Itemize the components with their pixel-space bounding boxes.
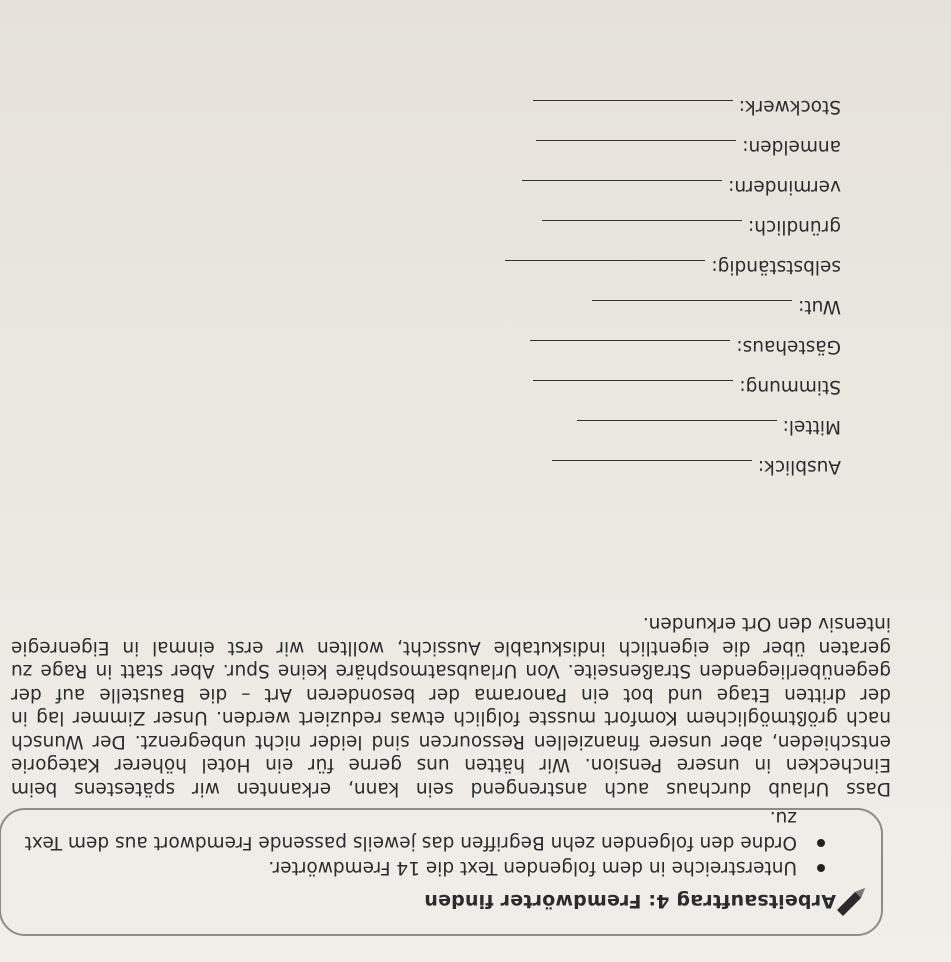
vocabulary-row [505,456,841,496]
vocabulary-row [505,296,841,336]
vocabulary-row [505,416,841,456]
instruction-text: Unterstreiche in dem folgenden Text die 14 Fremdwörter. [268,857,797,878]
vocabulary-row [505,96,841,136]
vocabulary-row [505,376,841,416]
vocabulary-row [505,216,841,256]
answer-line[interactable] [533,380,733,403]
vocabulary-term: Wut: [798,296,841,317]
vocabulary-row [505,256,841,296]
vocabulary-row [505,336,841,376]
instruction-item [25,855,831,880]
vocabulary-term: gründlich: [748,216,841,237]
vocabulary-term: anmelden: [742,136,841,157]
vocabulary-term: Stockwerk: [738,96,841,117]
vocabulary-term: Gästehaus: [736,336,841,357]
answer-line[interactable] [552,460,752,483]
task-title: Arbeitsauftrag 4: Fremdwörter finden [424,890,836,912]
vocabulary-term: selbstständig: [711,256,841,277]
pencil-icon [835,884,869,918]
bullet-icon [817,839,825,847]
answer-line[interactable] [533,100,733,123]
answer-line[interactable] [530,340,730,363]
vocabulary-row [505,176,841,216]
vocabulary-term: vermindern: [728,176,841,197]
answer-line[interactable] [577,420,777,443]
vocabulary-row [505,136,841,176]
instruction-continuation: zu. [769,807,797,828]
answer-line[interactable] [505,260,705,283]
answer-line[interactable] [522,180,722,203]
bullet-icon [817,864,825,872]
vocabulary-list [505,96,841,496]
task-instructions [25,805,831,880]
vocabulary-term: Stimmung: [739,376,841,397]
instruction-text: Ordne den folgenden zehn Begriffen das jeweils passende Fremdwort aus dem Text [24,832,797,853]
answer-line[interactable] [536,140,736,163]
vocabulary-term: Mittel: [782,416,841,437]
answer-line[interactable] [542,220,742,243]
answer-line[interactable] [592,300,792,323]
body-text [11,612,891,800]
vocabulary-term: Ausblick: [757,456,841,477]
instruction-item [25,805,831,855]
body-paragraph: Dass Urlaub durchaus auch anstrengend sein kann, erkannten wir spätestens beim Einchecken in unsere Pension. Wir hätten uns gerne für ein Hotel höherer Kategorie entschieden, aber unsere finanziellen Ressourcen sind leider nicht unbegrenzt. Der Wunsch nach größtmöglichem Komfort musste folglich etwas reduziert werden. Unser Zimmer lag in der dritten Etage und bot ein Panorama der besonderen Art – die Baustelle auf der gegenüberliegenden Straßenseite. Von Urlaubsatmosphäre keine Spur. Aber statt in Rage zu geraten über die eigentlich indiskutable Aussicht, wollten wir erst einmal in Eigenregie intensiv den Ort erkunden. [11,613,891,799]
